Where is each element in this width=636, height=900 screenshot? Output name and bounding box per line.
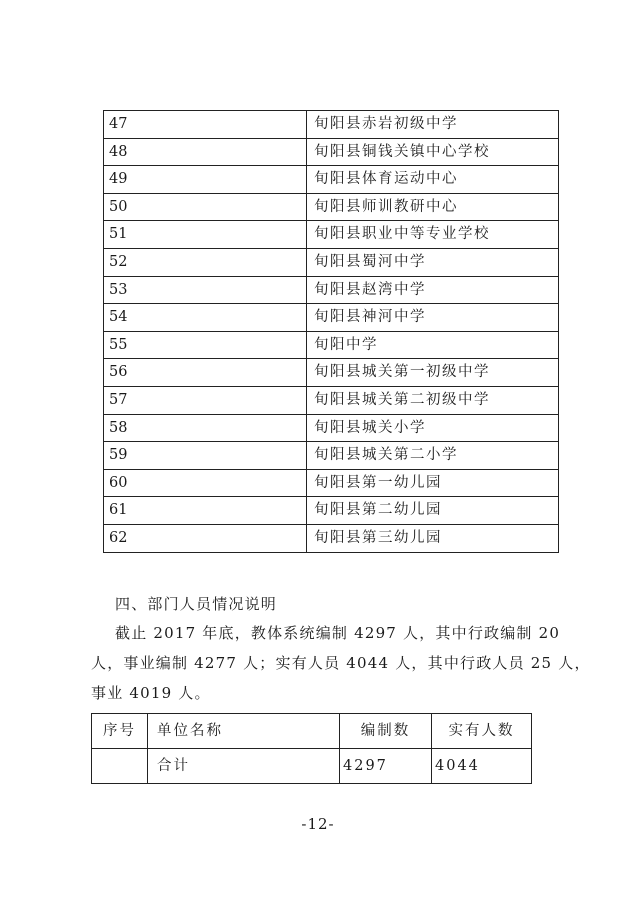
units-table — [103, 110, 559, 553]
body-text-line: 截止 2017 年底，教体系统编制 4297 人，其中行政编制 20 — [115, 624, 561, 642]
row-number: 48 — [104, 138, 307, 166]
unit-name: 旬阳县第一幼儿园 — [307, 469, 559, 497]
table-row — [104, 304, 559, 332]
unit-name: 旬阳县职业中等专业学校 — [307, 221, 559, 249]
table-row — [104, 138, 559, 166]
unit-name: 旬阳县城关第一初级中学 — [307, 359, 559, 387]
table-row — [104, 248, 559, 276]
table-row — [104, 111, 559, 139]
table-row — [104, 276, 559, 304]
unit-name: 旬阳县城关第二初级中学 — [307, 386, 559, 414]
row-number: 57 — [104, 386, 307, 414]
row-number: 50 — [104, 193, 307, 221]
body-text-line: 事业 4019 人。 — [91, 684, 211, 702]
staff-table-header-row — [92, 714, 532, 749]
table-row — [104, 193, 559, 221]
unit-name: 旬阳县第三幼儿园 — [307, 524, 559, 552]
header-unit-name: 单位名称 — [148, 714, 340, 749]
row-number: 47 — [104, 111, 307, 139]
staff-table-total-row — [92, 749, 532, 784]
table-row — [104, 331, 559, 359]
row-number: 53 — [104, 276, 307, 304]
staff-table — [91, 713, 532, 784]
table-row — [104, 221, 559, 249]
row-number: 59 — [104, 442, 307, 470]
row-number: 61 — [104, 497, 307, 525]
row-number: 60 — [104, 469, 307, 497]
unit-name: 旬阳县城关小学 — [307, 414, 559, 442]
units-table-body — [104, 111, 559, 553]
table-row — [104, 524, 559, 552]
unit-name: 旬阳县铜钱关镇中心学校 — [307, 138, 559, 166]
unit-name: 旬阳县师训教研中心 — [307, 193, 559, 221]
body-text-line: 人，事业编制 4277 人；实有人员 4044 人，其中行政人员 25 人， — [91, 654, 591, 672]
table-row — [104, 469, 559, 497]
total-label: 合计 — [148, 749, 340, 784]
unit-name: 旬阳县城关第二小学 — [307, 442, 559, 470]
row-number: 55 — [104, 331, 307, 359]
page-number: -12- — [301, 815, 335, 833]
row-number: 58 — [104, 414, 307, 442]
table-row — [104, 442, 559, 470]
table-row — [104, 166, 559, 194]
unit-name: 旬阳县第二幼儿园 — [307, 497, 559, 525]
table-row — [104, 414, 559, 442]
total-quota: 4297 — [340, 749, 432, 784]
unit-name: 旬阳县赤岩初级中学 — [307, 111, 559, 139]
unit-name: 旬阳中学 — [307, 331, 559, 359]
header-seq: 序号 — [92, 714, 148, 749]
total-seq — [92, 749, 148, 784]
row-number: 51 — [104, 221, 307, 249]
unit-name: 旬阳县神河中学 — [307, 304, 559, 332]
table-row — [104, 359, 559, 387]
row-number: 49 — [104, 166, 307, 194]
section-heading: 四、部门人员情况说明 — [115, 595, 278, 613]
total-actual: 4044 — [432, 749, 532, 784]
header-actual: 实有人数 — [432, 714, 532, 749]
header-quota: 编制数 — [340, 714, 432, 749]
row-number: 62 — [104, 524, 307, 552]
row-number: 52 — [104, 248, 307, 276]
unit-name: 旬阳县赵湾中学 — [307, 276, 559, 304]
row-number: 54 — [104, 304, 307, 332]
table-row — [104, 386, 559, 414]
row-number: 56 — [104, 359, 307, 387]
unit-name: 旬阳县体育运动中心 — [307, 166, 559, 194]
table-row — [104, 497, 559, 525]
unit-name: 旬阳县蜀河中学 — [307, 248, 559, 276]
